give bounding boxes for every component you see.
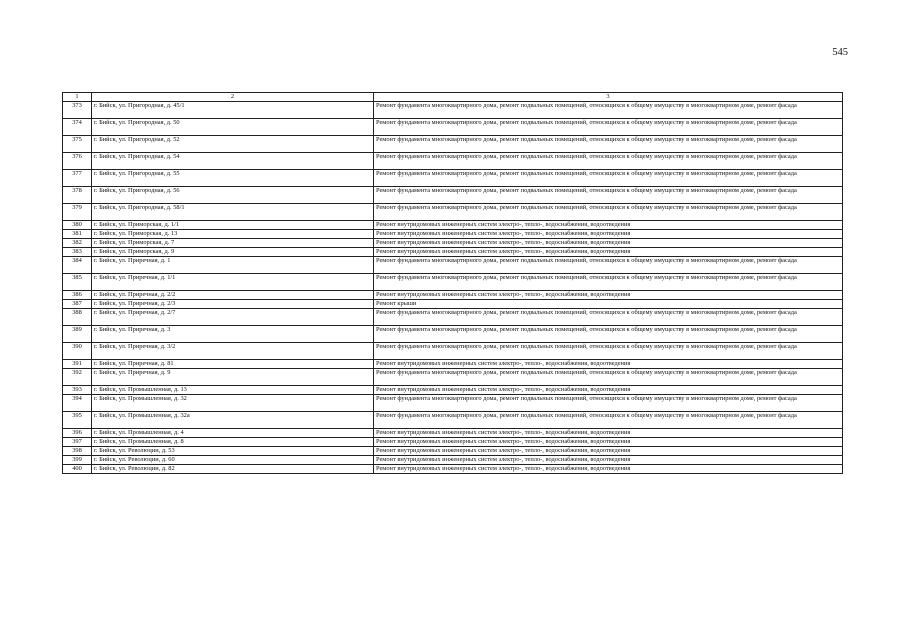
row-number-cell: 389 [63, 326, 92, 343]
work-type-cell: Ремонт фундамента многоквартирного дома, ремонт подвальных помещений, относящихся к общему имуществу в многоквартирном доме, ремонт фасада [374, 187, 843, 204]
table-row [63, 386, 843, 395]
table-row [63, 360, 843, 369]
address-cell: г. Бийск, ул. Приморская, д. 13 [92, 230, 374, 239]
work-type-cell: Ремонт фундамента многоквартирного дома, ремонт подвальных помещений, относящихся к общему имуществу в многоквартирном доме, ремонт фасада [374, 343, 843, 360]
row-number-cell: 382 [63, 239, 92, 248]
address-cell: г. Бийск, ул. Приморская, д. 1/1 [92, 221, 374, 230]
table-row [63, 300, 843, 309]
table-row [63, 257, 843, 274]
work-type-cell: Ремонт фундамента многоквартирного дома, ремонт подвальных помещений, относящихся к общему имуществу в многоквартирном доме, ремонт фасада [374, 204, 843, 221]
table-row [63, 221, 843, 230]
address-cell: г. Бийск, ул. Пригородная, д. 54 [92, 153, 374, 170]
row-number-cell: 374 [63, 119, 92, 136]
work-type-cell: Ремонт фундамента многоквартирного дома, ремонт подвальных помещений, относящихся к общему имуществу в многоквартирном доме, ремонт фасада [374, 326, 843, 343]
table-row [63, 309, 843, 326]
work-type-cell: Ремонт фундамента многоквартирного дома, ремонт подвальных помещений, относящихся к общему имуществу в многоквартирном доме, ремонт фасада [374, 274, 843, 291]
address-cell: г. Бийск, ул. Приречная, д. 3 [92, 326, 374, 343]
work-type-cell: Ремонт внутридомовых инженерных систем электро-, тепло-, водоснабжения, водоотведения [374, 360, 843, 369]
table-row [63, 136, 843, 153]
address-cell: г. Бийск, ул. Приречная, д. 1/1 [92, 274, 374, 291]
work-type-cell: Ремонт внутридомовых инженерных систем электро-, тепло-, водоснабжения, водоотведения [374, 291, 843, 300]
work-type-cell: Ремонт фундамента многоквартирного дома, ремонт подвальных помещений, относящихся к общему имуществу в многоквартирном доме, ремонт фасада [374, 309, 843, 326]
address-cell: г. Бийск, ул. Промышленная, д. 13 [92, 386, 374, 395]
table-row [63, 291, 843, 300]
work-type-cell: Ремонт внутридомовых инженерных систем электро-, тепло-, водоснабжения, водоотведения [374, 230, 843, 239]
address-cell: г. Бийск, ул. Революции, д. 82 [92, 465, 374, 474]
table-row [63, 447, 843, 456]
row-number-cell: 381 [63, 230, 92, 239]
table-row [63, 170, 843, 187]
table-row [63, 153, 843, 170]
table-row [63, 119, 843, 136]
address-cell: г. Бийск, ул. Пригородная, д. 52 [92, 136, 374, 153]
work-type-cell: Ремонт фундамента многоквартирного дома, ремонт подвальных помещений, относящихся к общему имуществу в многоквартирном доме, ремонт фасада [374, 369, 843, 386]
table-row [63, 429, 843, 438]
address-cell: г. Бийск, ул. Приречная, д. 81 [92, 360, 374, 369]
table-row [63, 369, 843, 386]
table-row [63, 456, 843, 465]
row-number-cell: 400 [63, 465, 92, 474]
table-row [63, 412, 843, 429]
row-number-cell: 390 [63, 343, 92, 360]
work-type-cell: Ремонт фундамента многоквартирного дома, ремонт подвальных помещений, относящихся к общему имуществу в многоквартирном доме, ремонт фасада [374, 136, 843, 153]
row-number-cell: 398 [63, 447, 92, 456]
work-type-cell: Ремонт внутридомовых инженерных систем электро-, тепло-, водоснабжения, водоотведения [374, 447, 843, 456]
table-row [63, 102, 843, 119]
work-type-cell: Ремонт внутридомовых инженерных систем электро-, тепло-, водоснабжения, водоотведения [374, 386, 843, 395]
row-number-cell: 388 [63, 309, 92, 326]
table-row [63, 239, 843, 248]
page-number: 545 [832, 47, 848, 58]
address-cell: г. Бийск, ул. Пригородная, д. 58/1 [92, 204, 374, 221]
address-cell: г. Бийск, ул. Приречная, д. 9 [92, 369, 374, 386]
repair-register-table [62, 92, 843, 474]
work-type-cell: Ремонт внутридомовых инженерных систем электро-, тепло-, водоснабжения, водоотведения [374, 429, 843, 438]
row-number-cell: 375 [63, 136, 92, 153]
row-number-cell: 385 [63, 274, 92, 291]
address-cell: г. Бийск, ул. Промышленная, д. 32 [92, 395, 374, 412]
work-type-cell: Ремонт внутридомовых инженерных систем электро-, тепло-, водоснабжения, водоотведения [374, 465, 843, 474]
row-number-cell: 396 [63, 429, 92, 438]
address-cell: г. Бийск, ул. Приречная, д. 2/2 [92, 291, 374, 300]
table-row [63, 395, 843, 412]
address-cell: г. Бийск, ул. Приречная, д. 3/2 [92, 343, 374, 360]
work-type-cell: Ремонт фундамента многоквартирного дома, ремонт подвальных помещений, относящихся к общему имуществу в многоквартирном доме, ремонт фасада [374, 153, 843, 170]
work-type-cell: Ремонт фундамента многоквартирного дома, ремонт подвальных помещений, относящихся к общему имуществу в многоквартирном доме, ремонт фасада [374, 257, 843, 274]
work-type-cell: Ремонт крыши [374, 300, 843, 309]
table-body [63, 102, 843, 474]
row-number-cell: 386 [63, 291, 92, 300]
address-cell: г. Бийск, ул. Революции, д. 53 [92, 447, 374, 456]
column-header-work: 3 [374, 93, 843, 102]
row-number-cell: 392 [63, 369, 92, 386]
work-type-cell: Ремонт внутридомовых инженерных систем электро-, тепло-, водоснабжения, водоотведения [374, 248, 843, 257]
row-number-cell: 391 [63, 360, 92, 369]
row-number-cell: 397 [63, 438, 92, 447]
address-cell: г. Бийск, ул. Революции, д. 60 [92, 456, 374, 465]
row-number-cell: 399 [63, 456, 92, 465]
address-cell: г. Бийск, ул. Приречная, д. 2/3 [92, 300, 374, 309]
row-number-cell: 395 [63, 412, 92, 429]
row-number-cell: 384 [63, 257, 92, 274]
row-number-cell: 394 [63, 395, 92, 412]
table-row [63, 187, 843, 204]
column-header-number: 1 [63, 93, 92, 102]
table-row [63, 438, 843, 447]
address-cell: г. Бийск, ул. Приморская, д. 7 [92, 239, 374, 248]
row-number-cell: 378 [63, 187, 92, 204]
address-cell: г. Бийск, ул. Пригородная, д. 45/1 [92, 102, 374, 119]
work-type-cell: Ремонт внутридомовых инженерных систем электро-, тепло-, водоснабжения, водоотведения [374, 221, 843, 230]
table-row [63, 326, 843, 343]
address-cell: г. Бийск, ул. Приморская, д. 9 [92, 248, 374, 257]
work-type-cell: Ремонт фундамента многоквартирного дома, ремонт подвальных помещений, относящихся к общему имуществу в многоквартирном доме, ремонт фасада [374, 412, 843, 429]
address-cell: г. Бийск, ул. Пригородная, д. 55 [92, 170, 374, 187]
work-type-cell: Ремонт внутридомовых инженерных систем электро-, тепло-, водоснабжения, водоотведения [374, 239, 843, 248]
row-number-cell: 379 [63, 204, 92, 221]
work-type-cell: Ремонт фундамента многоквартирного дома, ремонт подвальных помещений, относящихся к общему имуществу в многоквартирном доме, ремонт фасада [374, 170, 843, 187]
row-number-cell: 373 [63, 102, 92, 119]
row-number-cell: 393 [63, 386, 92, 395]
row-number-cell: 387 [63, 300, 92, 309]
table-row [63, 248, 843, 257]
row-number-cell: 383 [63, 248, 92, 257]
row-number-cell: 377 [63, 170, 92, 187]
work-type-cell: Ремонт фундамента многоквартирного дома, ремонт подвальных помещений, относящихся к общему имуществу в многоквартирном доме, ремонт фасада [374, 119, 843, 136]
address-cell: г. Бийск, ул. Пригородная, д. 56 [92, 187, 374, 204]
row-number-cell: 376 [63, 153, 92, 170]
table-header-row [63, 93, 843, 102]
table-row [63, 465, 843, 474]
table-row [63, 230, 843, 239]
table-row [63, 274, 843, 291]
address-cell: г. Бийск, ул. Приречная, д. 2/7 [92, 309, 374, 326]
row-number-cell: 380 [63, 221, 92, 230]
column-header-address: 2 [92, 93, 374, 102]
work-type-cell: Ремонт фундамента многоквартирного дома, ремонт подвальных помещений, относящихся к общему имуществу в многоквартирном доме, ремонт фасада [374, 395, 843, 412]
table-row [63, 343, 843, 360]
work-type-cell: Ремонт фундамента многоквартирного дома, ремонт подвальных помещений, относящихся к общему имуществу в многоквартирном доме, ремонт фасада [374, 102, 843, 119]
address-cell: г. Бийск, ул. Промышленная, д. 32а [92, 412, 374, 429]
address-cell: г. Бийск, ул. Промышленная, д. 8 [92, 438, 374, 447]
table-row [63, 204, 843, 221]
address-cell: г. Бийск, ул. Пригородная, д. 50 [92, 119, 374, 136]
address-cell: г. Бийск, ул. Промышленная, д. 4 [92, 429, 374, 438]
work-type-cell: Ремонт внутридомовых инженерных систем электро-, тепло-, водоснабжения, водоотведения [374, 456, 843, 465]
address-cell: г. Бийск, ул. Приречная, д. 1 [92, 257, 374, 274]
work-type-cell: Ремонт внутридомовых инженерных систем электро-, тепло-, водоснабжения, водоотведения [374, 438, 843, 447]
